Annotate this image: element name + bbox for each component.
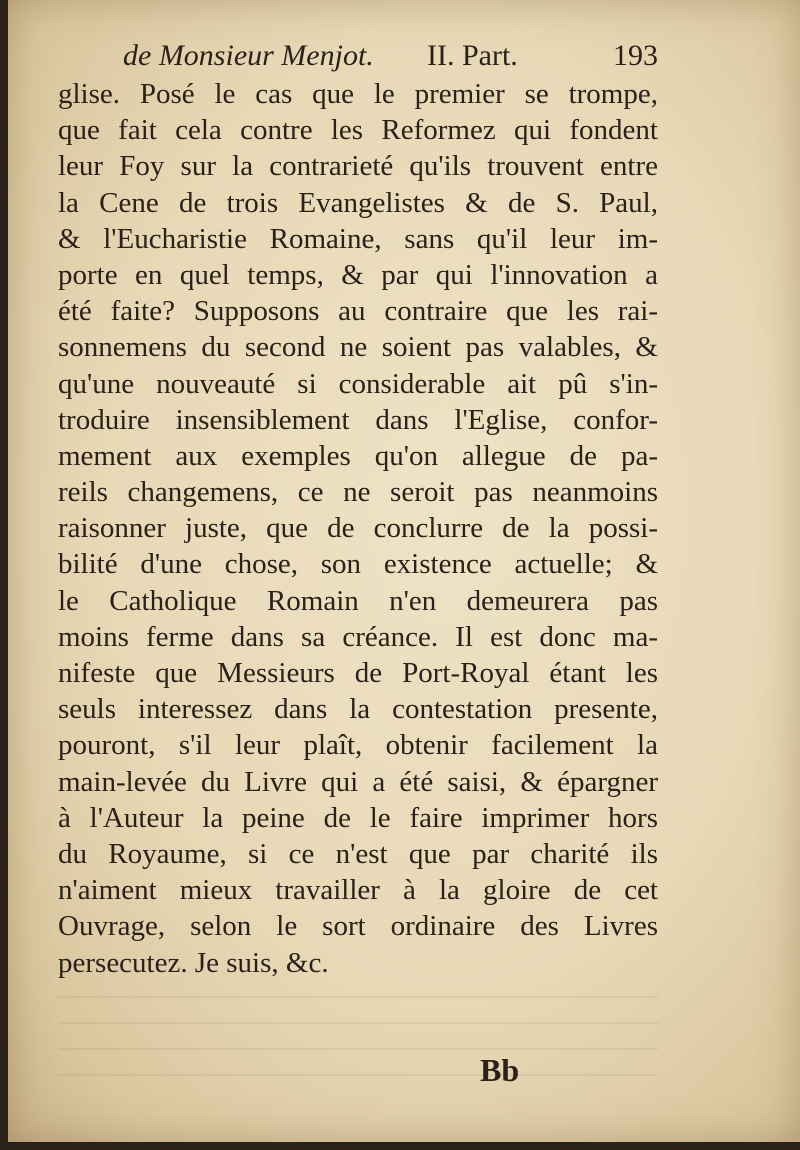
book-page [8,0,800,1142]
text-line-closing: persecutez. Je suis, &c. [58,946,329,979]
text-line: mement aux exemples qu'on allegue de pa- [58,439,658,472]
text-line: pouront, s'il leur plaît, obtenir facilement la [58,729,658,762]
text-line: la Cene de trois Evangelistes & de S. Paul, [58,186,658,219]
page-number: 193 [613,39,658,72]
text-line: main-levée du Livre qui a été saisi, & épargner [58,765,658,798]
text-line: le Catholique Romain n'en demeurera pas [58,584,658,617]
text-line: que fait cela contre les Reformez qui fondent [58,114,658,147]
text-line: porte en quel temps, & par qui l'innovation a [58,258,658,291]
text-line: du Royaume, si ce n'est que par charité ils [58,837,658,870]
running-title: de Monsieur Menjot. [123,39,374,72]
body-text [58,76,658,981]
text-line: à l'Auteur la peine de le faire imprimer hors [58,801,658,834]
text-line: sonnemens du second ne soient pas valables, & [58,331,658,364]
text-line: été faite? Supposons au contraire que les rai- [58,295,658,328]
text-line: Ouvrage, selon le sort ordinaire des Livres [58,910,658,943]
part-label: II. Part. [427,39,518,72]
text-line: leur Foy sur la contrarieté qu'ils trouvent entre [58,150,658,183]
text-line: n'aiment mieux travailler à la gloire de cet [58,874,658,907]
text-line: glise. Posé le cas que le premier se trompe, [58,78,658,110]
text-line: nifeste que Messieurs de Port-Royal étant les [58,657,658,689]
text-line: qu'une nouveauté si considerable ait pû s'in- [58,367,658,400]
text-line: seuls interessez dans la contestation presente, [58,693,658,726]
text-line: & l'Eucharistie Romaine, sans qu'il leur im- [58,222,658,255]
show-through-texture [58,990,658,1100]
text-line: bilité d'une chose, son existence actuelle; & [58,548,658,581]
text-line: troduire insensiblement dans l'Eglise, confor- [58,403,658,436]
text-line: reils changemens, ce ne seroit pas neanmoins [58,476,658,509]
text-line: raisonner juste, que de conclurre de la possi- [58,512,658,545]
text-line: moins ferme dans sa créance. Il est donc ma- [58,620,658,653]
signature-mark: Bb [480,1052,520,1088]
running-header [123,36,658,76]
